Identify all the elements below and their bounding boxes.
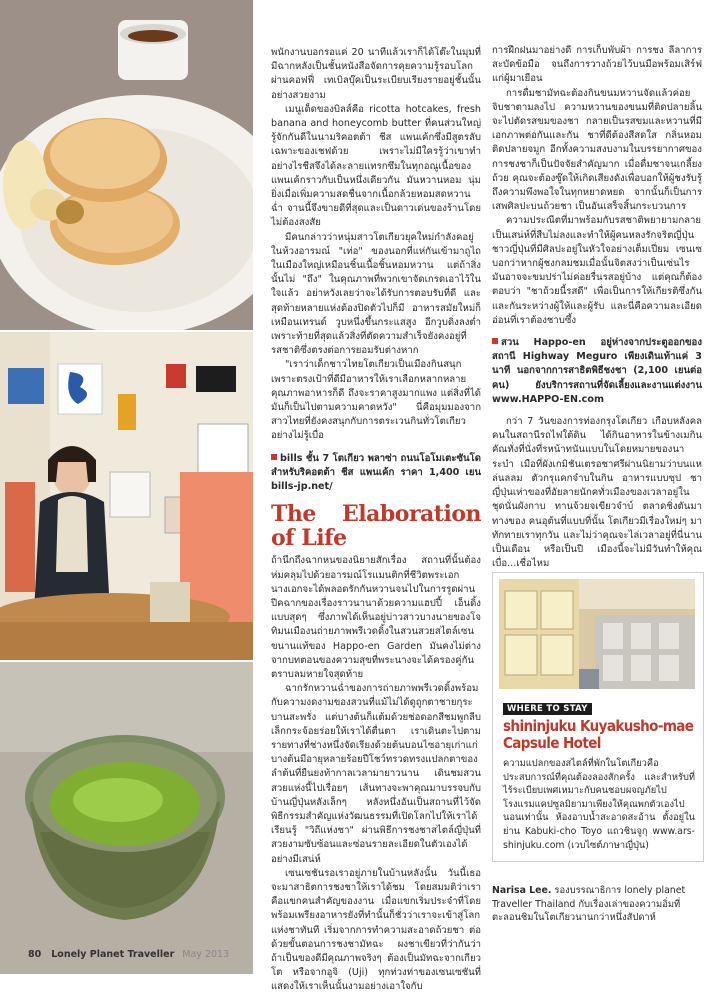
- happoen-info: [492, 336, 702, 407]
- author-bio: รองบรรณาธิการ lonely planet Traveller Thailand กับเรื่องเล่าของความอิ่มที่ตะลอนชิมในโตเกียวนานกว่าหนึ่งสัปดาห์: [492, 885, 686, 924]
- magazine-name: Lonely Planet Traveller: [51, 949, 175, 960]
- paragraph: เซนเซชันรอเราอยู่ภายในบ้านหลังนั้น วันนี้เธอจะมาสาธิตการชงชาให้เราได้ชม โดยสมมติว่าเราคือแขกคนสำคัญของงาน เมื่อแขกเริ่มประจำที่โดยพร้อมเพรียงอาหารยังที่ทำนั้นก็ชั่วว่าเราจะเข้าสู่โลกแห่งชาทันที เริ่มจากการทำความสะอาดถ้วยชา ต่อด้วยขั้นตอนการชงชามัทฉะ ผงชาเขียวที่ว่ากันว่าถ้าเป็นของดีมีคุณภาพจริงๆ ต้องเป็นมัทฉะจากเกียวโต หรือจากอูจิ (Uji) ทุกท่วงท่าของเซนเซชันที่แสดงให้เราเห็นนั้นงามอย่างเอาใจกับ: [271, 867, 481, 993]
- capsule-illustration: [499, 579, 695, 689]
- paragraph: พนักงานบอกรอแค่ 20 นาทีแล้วเราก็ได้โต๊ะในมุมที่มีฉากหลังเป็นชั้นหนังสือจัดการคุยความรู้รอบโลกผ่านคอฟฟี่ เทเบิลบุ๊คเป็นระเบียบเรียงรายอยู่ชั้นนั้นอย่างสวยงาม: [271, 47, 481, 101]
- matcha-illustration: [0, 662, 253, 974]
- paragraph: เมนูเด็ดของบิลส์คือ ricotta hotcakes, fresh banana and honeycomb butter ที่คนส่วนใหญ่รู้จักกันดีในนามริคอตต้า ชีส แพนเค้กซึ่งมีสูตรลับเฉพาะของเชฟด้วย เพราะไม่มีใครรู้ว่าเขาทำอย่างไรชีสจึงได้ละลายแทรกซึมในทุกอณูเนื้อของแพนเค้กราวกับเป็นหนึ่งเดียวกัน มันหวานหอม นุ่ม ยิ่งเมื่อเพิ่มความสดชื่นจากเนื้อกล้วยหอมสดหวานฉ่ำ จานนี้จึงขายดีที่สุดและเป็นดาวเด่นของร้านโดยไม่ต้องสงสัย: [271, 103, 481, 229]
- pancake-illustration: [0, 0, 253, 330]
- where-to-stay-label: WHERE TO STAY: [503, 703, 592, 715]
- section-title: The Elaboration of Life: [271, 501, 481, 552]
- paragraph: ความประณีตที่มาพร้อมกับรสชาติพยายามกลายเป็นเสน่ห์ที่สืบไม่ลงและทำให้ผู้คนหลงรักจริตญี่ปุ่นชาวญี่ปุ่นที่มีศิลปะอยู่ในหัวใจอย่างเต็มเปี่ยม เซนเซบอกว่าหากผู้ชงกลมชมเมื่อนั้นจิตสงว่าเป็นเซ่นไร มันอาจจะขมปร่าไม่ค่อยรื่นรสอยู่บ้าง แต่คุณก็ต้องตอบว่า "ชาถ้วยนี้รสดี" เพื่อเป็นการให้เกียรติซึ่งกันและกันระหว่างผู้ให้และผู้รับ และนี่คือความละเอียดอ่อนที่เราต้องชาบซึ้ง: [492, 215, 702, 326]
- cafe-woman-photo: [0, 332, 253, 660]
- paragraph: ฉากรักหวานฉ่ำของการถ่ายภาพพรีเวดดิ้งพร้อมกับความงดงามของสวนที่แม้ไม่ได้ดูถูกตาชายกุระบานสะพรั่ง แต่บางต้นก็แต้มด้วยช่อดอกสีชมพูกลีบเล็กกระจ้อยร่อยให้เราได้ตื่นตา เราเดินตะไปตามรายทางที่ช่างหนึ่งจัดเรียงด้วยต้นบอนไซอายุเก่าแก่ บางต้นมีอายุหลายร้อยปีโชว์ทรวดทรงแปลกตาของลำต้นที่ยืนยงท้ากาลเวลามายาวนาน เดินชมสวนสวยแห่งนี้ไปเรื่อยๆ เส้นทางจะพาคุณมาบรรจบกับบ้านญี่ปุ่นหลังเล็กๆ หลังหนึ่งอันเป็นสถานที่ไว้จัดพิธีกรรมสำคัญแห่งวัฒนธรรมที่เปิดโลกไปให้เราได้เรียนรู้ "วิถีแห่งชา" ผ่านพิธีการชงชาสไตล์ญี่ปุ่นที่สวยงามซับซ้อนและซ่อนรายละเอียดในตัวเองได้อย่างมีเสน่ห์: [271, 683, 481, 865]
- capsule-hotel-photo: [499, 579, 695, 689]
- where-to-stay-box: [492, 572, 704, 862]
- paragraph: มีคนกล่าวว่าหนุ่มสาวโตเกียวยุคใหม่กำลังคอยู่ในห้วงอารมณ์ "เท่อ" ของนอกที่แห่กันเข้ามาถูไถในเมืองใหญ่เหมือนชิ้นเนื้อชิ้นหอมหวาน แต่ถ้าสิ่งนั้นไม่ "ถึง" ในคุณภาพที่พวกเขาจัดเกรดเอาไว้ในใจแล้ว อย่าหวังเลยว่าจะได้รับการตอบรับที่ดี และสุดท้ายหลายแห่งต้องปิดตัวไปก็มี อาหารสมัยใหม่ก็เหมือนเทรนด์ วูบหนึ่งขึ้นกระแสสูง อีกวูบดิ่งลงต่ำ เพราะท้ายที่สุดแล้วสิ่งที่ตัดความสำเร็จยังคงอยู่ที่รสชาติซึ่งตรงต่อการยอมรับต่างหาก: [271, 231, 481, 357]
- bullet-square-icon: [492, 338, 498, 344]
- paragraph: กว่า 7 วันของการท่องกรุงโตเกียว เกือบหลังคลคนในสถานีรถไฟใต้ดิน ได้กินอาหารในข้างเมกินคัณทั่งที่นั่งที่รหน้าทนันแบบในโดยหมายของนาระบำ เมือที่ผังเกมิชันเตรอชาศรีผ่านนิยามว่าบนแหล่นลลม ตัวกรุแคกจำบในกิน อาหารแบบซุป ชาญี่ปุ่นเห่าของที่อัยลายนักคทั่วเมืองของเวลาอยู่ในชุดนั่นผังกาบ ทานจ้วยจเขียวจำบ์ ตลาดชิ่งตันมาทางของ คนอุต้นที่แบบที่นั้น โตเกียวมีเรื่องใหม่ๆ มาทักทายเราทุกวัน และไม่ว่าคุณจะไล่เวลาอยู่ที่นี่นานเป็นเดือน หรือเป็นปี เมืองนี้จะไม่มีวันทำให้คุณเบื่อ...เชื่อไหม: [492, 416, 702, 570]
- article-column-left: [271, 46, 481, 995]
- page-footer: [28, 949, 229, 960]
- paragraph: "เราว่าเด็กชาวไทยโตเกียวเป็นเมืองกินสนุกเพราะตรงเป้าที่ดีมีอาหารให้เราเลือกหลากหลาย คุณภาพอาหารก็ดี ถึงจะราคาสูงมากแพง แต่สิ่งที่ได้มันก็เป็นไปตามความคาดหวัง" นี่คือมุมมองจากสาวไทยที่ยังคงสนุกกับการตระเวนกินทั่วโตเกียวอย่างไม่รู้เบื่อ: [271, 359, 481, 442]
- page-number: 80: [28, 949, 42, 960]
- cafe-illustration: [0, 332, 253, 660]
- hotel-description: ความแปลกของสไตล์ที่พักในโตเกียวคือประสบการณ์ที่คุณต้องลองสักครั้ง และสำหรับที่ไร้ระเบียบเพศเหมาะกับคนชอบผจญภัยไปโรงแรมแคปซูลมิยามาเพียงให้คุณพกตัวเองไปนอนเท่านั้น ห้องอาบน้ำสะอาดสะอ้าน ตั้งอยู่ในย่าน Kabuki-cho Toyo แถวชินจูกุ www.ars-shinjuku.com (เวบไซต์ภาษาญี่ปุ่น): [503, 758, 695, 851]
- author-note: [492, 884, 702, 925]
- bills-info-text: bills ชั้น 7 โตเกียว พลาซ่า ถนนโอโมเตะซันโด สำหรับริคอตต้า ชีส แพนเค้ก ราคา 1,400 เยน bills-jp.net/: [271, 452, 481, 493]
- issue-date: May 2013: [182, 949, 230, 960]
- bills-info: [271, 452, 481, 495]
- matcha-bowl-photo: [0, 662, 253, 974]
- bullet-square-icon: [271, 454, 277, 460]
- paragraph: การฝึกฝนมาอย่างดี การเก็บพับผ้า การชง ลีลาการสะบัดข้อมือ จนถึงการวางถ้วยไว้บนมือพร้อมเสิร์ฟแก่ผู้มาเยือน: [492, 45, 702, 85]
- author-name: Narisa Lee.: [492, 885, 552, 896]
- happoen-info-text: สวน Happo-en อยู่ห่างจากประตูออกของสถานี Highway Meguro เพียงเดินเท้าแค่ 3 นาที นอกจากการสาธิตพิธีชงชา (2,100 เยนต่อคน) ยังบริการสถานที่จัดเลี้ยงและงานแต่งงาน www.HAPPO-EN.com: [492, 337, 702, 405]
- hotel-title: shininjuku Kuyakusho-mae Capsule Hotel: [503, 717, 694, 752]
- article-column-right: [492, 44, 702, 571]
- pancake-photo: [0, 0, 253, 330]
- paragraph: การดื่มชามัทฉะต้องกินขนมหวานจัดแล้วค่อยจิบชาตามลงไป ความหวานของขนมที่ติดปลายลิ้นจะไปตัดรสขมของชา กลายเป็นรสขมและหวานที่มีเอกภาพต่อกันและกัน ชาที่ดีต้องสีสดใส กลิ่นหอมติดปลายจมูก อีกทั้งความสงบงามในบรรยากาศของการชงชาก็เป็นปัจจัยสำคัญมาก เมื่อดื่มชาจนเกลี้ยงถ้วย คุณจะต้องซู๊ดให้เกิดเสียงดังเพื่อบอกให้ผู้ชงรับรู้ถึงความพึงพอใจในทุกหยาดหยด จากนั้นก็เป็นการเสพศิลปะบนถ้วยชา เป็นอันเสร็จสิ้นกระบวนการ: [492, 87, 702, 213]
- paragraph: ถ้านึกถึงฉากหนของนิยายสักเรื่อง สถานที่นั้นต้องห่มคลุมไปด้วยอารมณ์โรแมนติกที่ชีวิตพระเอกนางเอกจะได้พลอดรักกันหวานจนไปในการรูดผ่านปีคฉากของเรื่องราวนานาด้วยความแฮปปี้ เอ็นดิ้งแบบสุดๆ ซึ่งภาพได้เห็นอยู่บ่าวสาวบางนายของโจทิมนเมืองนถ่ายภาพพรีเวดดิ้งในสวนสวยสไตล์เซนขนานแท้ของ Happo-en Garden มันคงไม่ต่างจากบทตอนของความสุขที่พระนางจะได้ครองคู่กันตราบลมหายใจสุดท้าย: [271, 555, 481, 680]
